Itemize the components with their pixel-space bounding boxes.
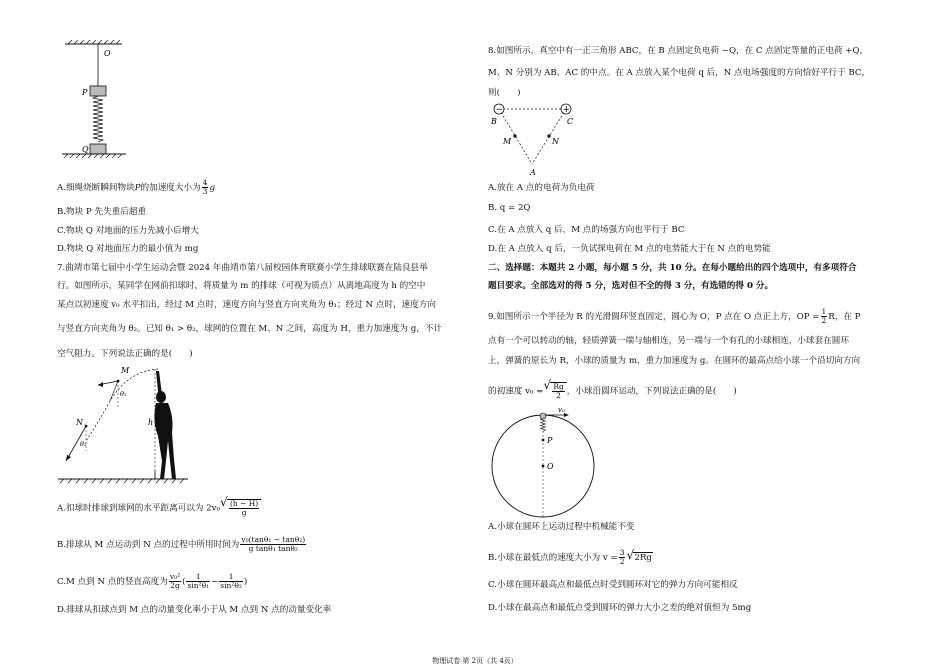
- q7-stem-line1: 7.曲靖市第七届中小学生运动会暨 2024 年曲靖市第八届校园体育联赛小学生排球联赛在陆良县举: [57, 263, 428, 273]
- q8-option-d: D.在 A 点放入 q 后，一负试探电荷在 M 点的电势能大于在 N 点的电势能: [488, 244, 771, 254]
- fig7-label-theta1: θ₁: [120, 390, 127, 398]
- q7-option-d: D.排球从扣球点到 M 点的动量变化率小于从 M 点到 N 点的动量变化率: [57, 605, 332, 615]
- q9-option-c: C.小球在圆环最高点和最低点时受到圆环对它的弹力方向可能相反: [488, 580, 738, 590]
- section2-heading-line1: 二、选择题：本题共 2 小题，每小题 5 分，共 10 分。在每小题给出的四个选项中，有多项符合: [488, 263, 857, 273]
- q9-option-d: D.小球在最高点和最低点受到圆环的弹力大小之差的绝对值恒为 5mg: [488, 603, 752, 613]
- q6-option-b: B.物块 P 先失重后超重: [57, 207, 147, 217]
- fig8-minus-sign: −: [495, 105, 504, 115]
- q6-option-a: A.细绳烧断瞬间物块P的加速度大小为 $\frac{4}{3}$ g: [57, 178, 215, 196]
- fig7-volleyball-figure: [58, 361, 198, 491]
- fig6-label-o: O: [104, 49, 111, 58]
- q6-option-c: C.物块 Q 对地面的压力先减小后增大: [57, 226, 199, 236]
- fig6-label-p: P: [82, 88, 88, 97]
- fig6-label-q: Q: [82, 145, 89, 154]
- left-column: [55, 0, 485, 672]
- q8-stem-line3: 则( ): [488, 88, 521, 98]
- q9-stem-line2: 点有一个可以转动的轴，轻质弹簧一端与轴相连，另一端与一个有孔的小球相连，小球套在圆环: [488, 336, 849, 346]
- right-column: [488, 0, 918, 672]
- q8-stem-line1: 8.如图所示，真空中有一正三角形 ABC，在 B 点固定负电荷 −Q，在 C 点固定等量的正电荷 +Q，: [488, 46, 869, 56]
- q9-stem-line1: 9.如图所示一个半径为 R 的光滑圆环竖直固定，圆心为 O，P 点在 O 点正上方，OP = $\frac{1}{2}$ R，在 P: [488, 307, 861, 325]
- fig7-label-theta2: θ₂: [80, 440, 87, 448]
- fig6-spring-figure: [60, 40, 130, 160]
- q6-option-d: D.物块 Q 对地面压力的最小值为 mg: [57, 244, 199, 254]
- q7-stem-line5: 空气阻力。下列说法正确的是( ): [57, 349, 193, 359]
- q9-option-b: B.小球在最低点的速度大小为 v = $\frac{3}{2}$ √ 2Rg: [488, 547, 652, 566]
- fig7-label-m: M: [121, 366, 130, 375]
- fig9-circle-figure: [488, 405, 600, 521]
- fig8-label-a: A: [530, 168, 536, 177]
- fig8-label-m: M: [503, 137, 512, 146]
- fig8-label-b: B: [491, 117, 497, 126]
- fig9-label-v0: v₀: [558, 406, 565, 414]
- fig8-triangle-figure: [488, 100, 588, 178]
- section2-heading-line2: 题目要求。全部选对的得 5 分，选对但不全的得 3 分，有选错的得 0 分。: [488, 281, 774, 291]
- fig8-plus-sign: +: [562, 105, 571, 115]
- q7-option-b: B.排球从 M 点运动到 N 点的过程中所用时间为 $\frac{\text{v₀(tanθ₁ − tanθ₂)}}{\text{g tanθ₁ tanθ₂}}$: [57, 535, 306, 553]
- q8-stem-line2: M、N 分别为 AB、AC 的中点。在 A 点放入某个电荷 q 后，N 点电场强度的方向恰好平行于 BC，: [488, 68, 871, 78]
- fig9-label-o: O: [547, 462, 554, 471]
- q7-option-c: C.M 点到 N 点的竖直高度为 $\frac{\text{v₀²}}{2g}$ ( $\frac{1}{\text{sin²θ₁}}$ − $\frac{1}{\text{sin²θ₂}}$ ): [57, 572, 248, 590]
- q7-option-a: A.扣球时排球到球网的水平距离可以为 2v₀ √ $\frac{(h - H)}{g}$: [57, 499, 261, 517]
- fig8-label-c: C: [567, 117, 574, 126]
- fig9-label-p: P: [547, 436, 553, 445]
- fig7-label-n: N: [76, 418, 83, 427]
- q7-stem-line3: 某点以初速度 v₀ 水平扣出，经过 M 点时，速度方向与竖直方向夹角为 θ₁；经过 N 点时，速度方向: [57, 300, 436, 310]
- fig8-label-n: N: [552, 137, 559, 146]
- q8-option-c: C.在 A 点放入 q 后，M 点的场强方向也平行于 BC: [488, 225, 685, 235]
- page-footer: 物理试卷 第 2页（共 4页）: [432, 657, 518, 665]
- q9-option-a: A.小球在圆环上运动过程中机械能不变: [488, 522, 635, 532]
- q9-stem-line3: 上，弹簧的原长为 R，小球的质量为 m，重力加速度为 g。在圆环的最高点给小球一个沿切向方向: [488, 356, 861, 366]
- q8-option-b: B. q = 2Q: [488, 203, 531, 213]
- q8-option-a: A.放在 A 点的电荷为负电荷: [488, 183, 595, 193]
- q7-stem-line2: 行。如图所示，某同学在网前扣球时，将质量为 m 的排球（可视为质点）从离地高度为 h 的空中: [57, 281, 426, 291]
- q9-stem-line4: 的初速度 v₀ = √ $\frac{Rg}{2}$ ，小球沿圆环运动，下列说法正确的是( ): [488, 378, 737, 400]
- q7-stem-line4: 与竖直方向夹角为 θ₂。已知 θ₁ > θ₂，球网的位置在 M、N 之间，高度为 H，重力加速度为 g，不计: [57, 324, 443, 334]
- fig7-label-h: h: [148, 418, 154, 427]
